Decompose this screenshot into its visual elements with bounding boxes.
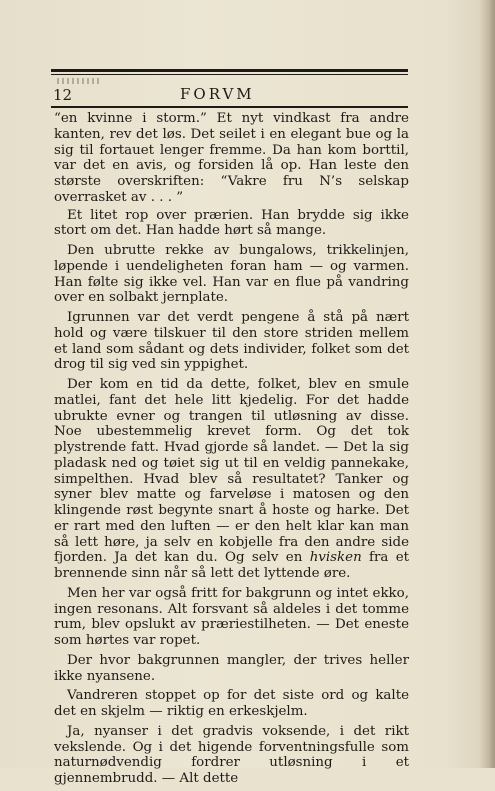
paragraph: Et litet rop over prærien. Han brydde sig ikke stort om det. Han hadde hørt så mange. — [54, 207, 409, 239]
page-number: 12 — [53, 86, 73, 104]
header-rule-bottom — [51, 106, 408, 108]
paragraph: Ja, nyanser i det gradvis voksende, i det rikt vekslende. Og i det higende forventningsfulle som naturnødvendig fordrer utløsning i et gjennembrudd. — Alt dette — [54, 723, 409, 786]
italic-word: hvisken — [309, 550, 362, 566]
body-text — [54, 111, 409, 791]
running-head-title: FORVM — [180, 85, 255, 103]
paragraph: Den ubrutte rekke av bungalows, trikkelinjen, løpende i uendeligheten foran ham — og varmen. Han følte sig ikke vel. Han var en flue på vandring over en solbakt jernplate. — [54, 243, 409, 306]
paragraph: “en kvinne i storm.” Et nyt vindkast fra andre kanten, rev det løs. Det seilet i en elegant bue og la sig til fortauet lenger fremme. Da han kom borttil, var det en avis, og forsiden lå op. Han leste den største overskriften: “Vakre fru N’s selskap overrasket av . . . ” — [54, 111, 409, 205]
paragraph: Men her var også fritt for bakgrunn og intet ekko, ingen resonans. Alt forsvant så aldeles i det tomme rum, blev opslukt av præriestilheten. — Det eneste som hørtes var ropet. — [54, 585, 409, 648]
paragraph: Igrunnen var det verdt pengene å stå på nært hold og være tilskuer til den store striden mellem et land som sådant og dets individer, folket som det drog til sig ved sin yppighet. — [54, 310, 409, 373]
paragraph — [54, 377, 409, 582]
paragraph: Vandreren stoppet op for det siste ord og kalte det en skjelm — riktig en erkeskjelm. — [54, 688, 409, 719]
header-rule-thin — [51, 74, 408, 75]
paragraph-text: Der kom en tid da dette, folket, blev en smule matlei, fant det hele litt kjedelig. For det hadde ubrukte evner og trangen til utløsning av disse. Noe ubestemmelig krevet form. Og det tok plystrende fatt. Hvad gjorde så landet. — Det la sig pladask ned og tøiet sig ut til en veldig pannekake, simpelthen. Hvad blev så resultatet? Tanker og syner blev matte og farveløse i matosen og den klingende røst begynte snart å hoste og harke. Det er rart med den luften — er den helt klar kan man så lett høre, ja selv en kobjelle fra den andre side fjorden. Ja det kan du. Og selv en — [54, 377, 409, 566]
paragraph-text: fra et brennende sinn når så lett det lyttende øre. — [54, 550, 409, 581]
print-smudge — [57, 78, 99, 84]
paragraph: Der hvor bakgrunnen mangler, der trives heller ikke nyansene. — [54, 652, 409, 684]
page-edge-shadow — [479, 0, 495, 768]
header-rule-thick — [51, 69, 408, 72]
